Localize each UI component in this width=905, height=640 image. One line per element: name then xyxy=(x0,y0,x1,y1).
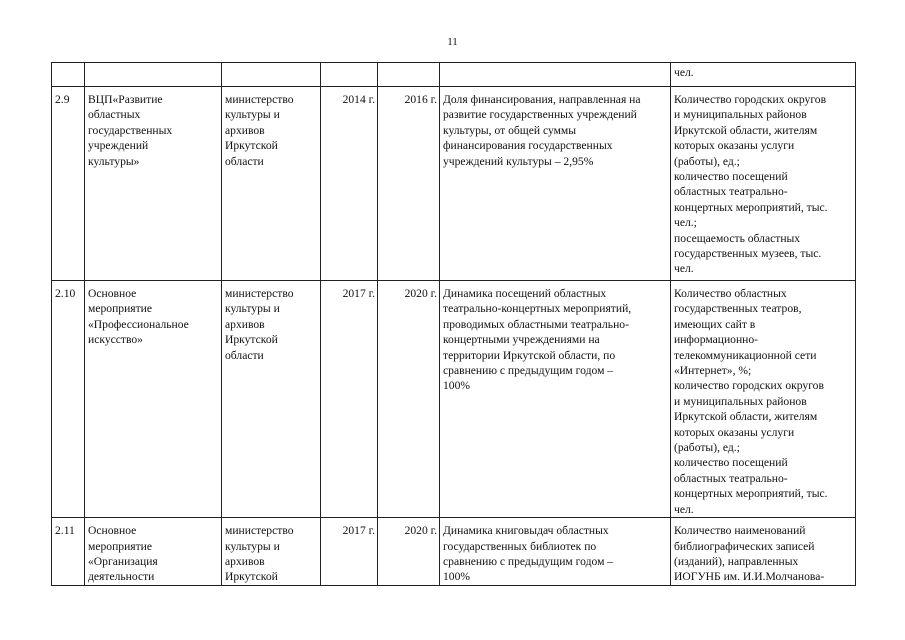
table-row xyxy=(52,281,856,518)
cell-num: 2.11 xyxy=(52,518,85,586)
cell-executor: министерство культуры и архивов Иркутской xyxy=(222,518,321,586)
cell-indicator: Динамика посещений областных театрально-концертных мероприятий, проводимых областными театрально- концертными учреждениями на территории Иркутской области, по сравнению с предыдущим годом – 100% xyxy=(440,281,671,518)
cell-name: Основное мероприятие «Профессиональное искусство» xyxy=(85,281,222,518)
table-row xyxy=(52,518,856,586)
cell-executor xyxy=(222,63,321,87)
cell-result: Количество областных государственных театров, имеющих сайт в информационно- телекоммуникационной сети «Интернет», %; количество городских округов и муниципальных районов Иркутской области, жителям которых оказаны услуги (работы), ед.; количество посещений областных театрально- концертных мероприятий, тыс. чел. xyxy=(671,281,856,518)
program-table xyxy=(51,62,856,586)
cell-start-year: 2017 г. xyxy=(321,281,378,518)
cell-name: ВЦП«Развитие областных государственных учреждений культуры» xyxy=(85,87,222,281)
cell-name: Основное мероприятие «Организация деятельности xyxy=(85,518,222,586)
cell-executor: министерство культуры и архивов Иркутской области xyxy=(222,281,321,518)
cell-end-year xyxy=(378,63,440,87)
cell-result: Количество городских округов и муниципальных районов Иркутской области, жителям которых оказаны услуги (работы), ед.; количество посещений областных театрально- концертных мероприятий, тыс. чел.; посещаемость областных государственных музеев, тыс. чел. xyxy=(671,87,856,281)
page-number: 11 xyxy=(447,36,458,48)
cell-name xyxy=(85,63,222,87)
cell-indicator: Динамика книговыдач областных государственных библиотек по сравнению с предыдущим годом – 100% xyxy=(440,518,671,586)
cell-start-year: 2017 г. xyxy=(321,518,378,586)
cell-end-year: 2016 г. xyxy=(378,87,440,281)
cell-num: 2.10 xyxy=(52,281,85,518)
cell-result: чел. xyxy=(671,63,856,87)
cell-indicator: Доля финансирования, направленная на развитие государственных учреждений культуры, от общей суммы финансирования государственных учреждений культуры – 2,95% xyxy=(440,87,671,281)
cell-num xyxy=(52,63,85,87)
cell-end-year: 2020 г. xyxy=(378,281,440,518)
cell-start-year: 2014 г. xyxy=(321,87,378,281)
cell-start-year xyxy=(321,63,378,87)
cell-indicator xyxy=(440,63,671,87)
table-row-continuation xyxy=(52,63,856,87)
cell-executor: министерство культуры и архивов Иркутской области xyxy=(222,87,321,281)
table-row xyxy=(52,87,856,281)
cell-end-year: 2020 г. xyxy=(378,518,440,586)
cell-result: Количество наименований библиографических записей (изданий), направленных ИОГУНБ им. И.И.Молчанова- xyxy=(671,518,856,586)
cell-num: 2.9 xyxy=(52,87,85,281)
